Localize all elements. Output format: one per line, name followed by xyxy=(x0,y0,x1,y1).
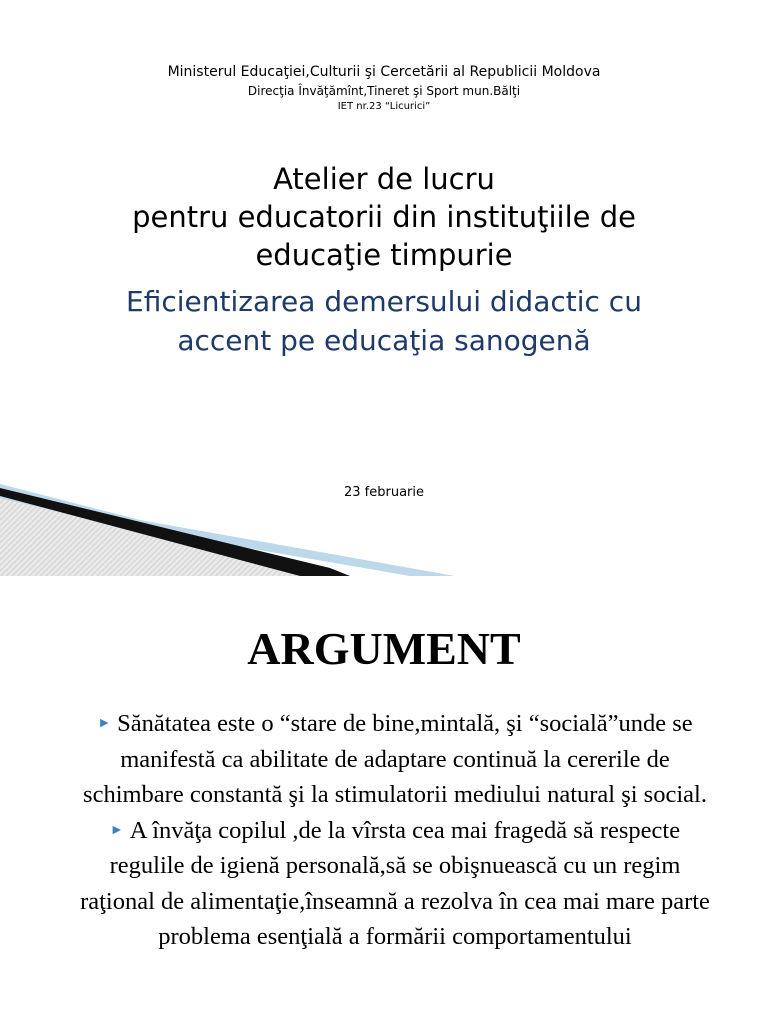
list-item xyxy=(70,813,720,955)
title-line: pentru educatorii din instituţiile de xyxy=(132,200,636,234)
ministry-name: Ministerul Educaţiei,Culturii şi Cercetării al Republicii Moldova xyxy=(167,64,601,80)
slide-heading: ARGUMENT xyxy=(247,623,521,674)
presentation-date: 23 februarie xyxy=(343,485,424,500)
bullet-text: Sănătatea este o “stare de bine,mintală, şi “socială”unde se manifestă ca abilitate de adaptare continuă la cererile de schimbare constantă şi la stimulatorii mediului natural şi social. xyxy=(83,710,707,808)
slide-argument xyxy=(0,576,768,1024)
presentation-subtitle xyxy=(40,282,728,360)
triangle-bullet-icon: ► xyxy=(97,716,112,731)
title-line: Atelier de lucru xyxy=(273,162,495,196)
presentation-title xyxy=(40,160,728,274)
subtitle-line: Eficientizarea demersului didactic cu xyxy=(126,285,642,318)
list-item xyxy=(70,706,720,813)
bullet-text: A învăţa copilul ,de la vîrsta cea mai fragedă să respecte regulile de igienă personală,să se obişnuească cu un regim raţional de alimentaţie,înseamnă a rezolva în cea mai mare parte problema esenţială a formării comportamentului xyxy=(80,816,710,950)
subtitle-line: accent pe educaţia sanogenă xyxy=(177,324,591,357)
bullet-list xyxy=(70,706,720,955)
institution-name: IET nr.23 “Licurici” xyxy=(337,101,431,112)
directorate-name: Direcţia Învăţămînt,Tineret şi Sport mun.Bălţi xyxy=(247,84,521,98)
title-line: educaţie timpurie xyxy=(255,238,513,272)
triangle-bullet-icon: ► xyxy=(109,822,124,838)
